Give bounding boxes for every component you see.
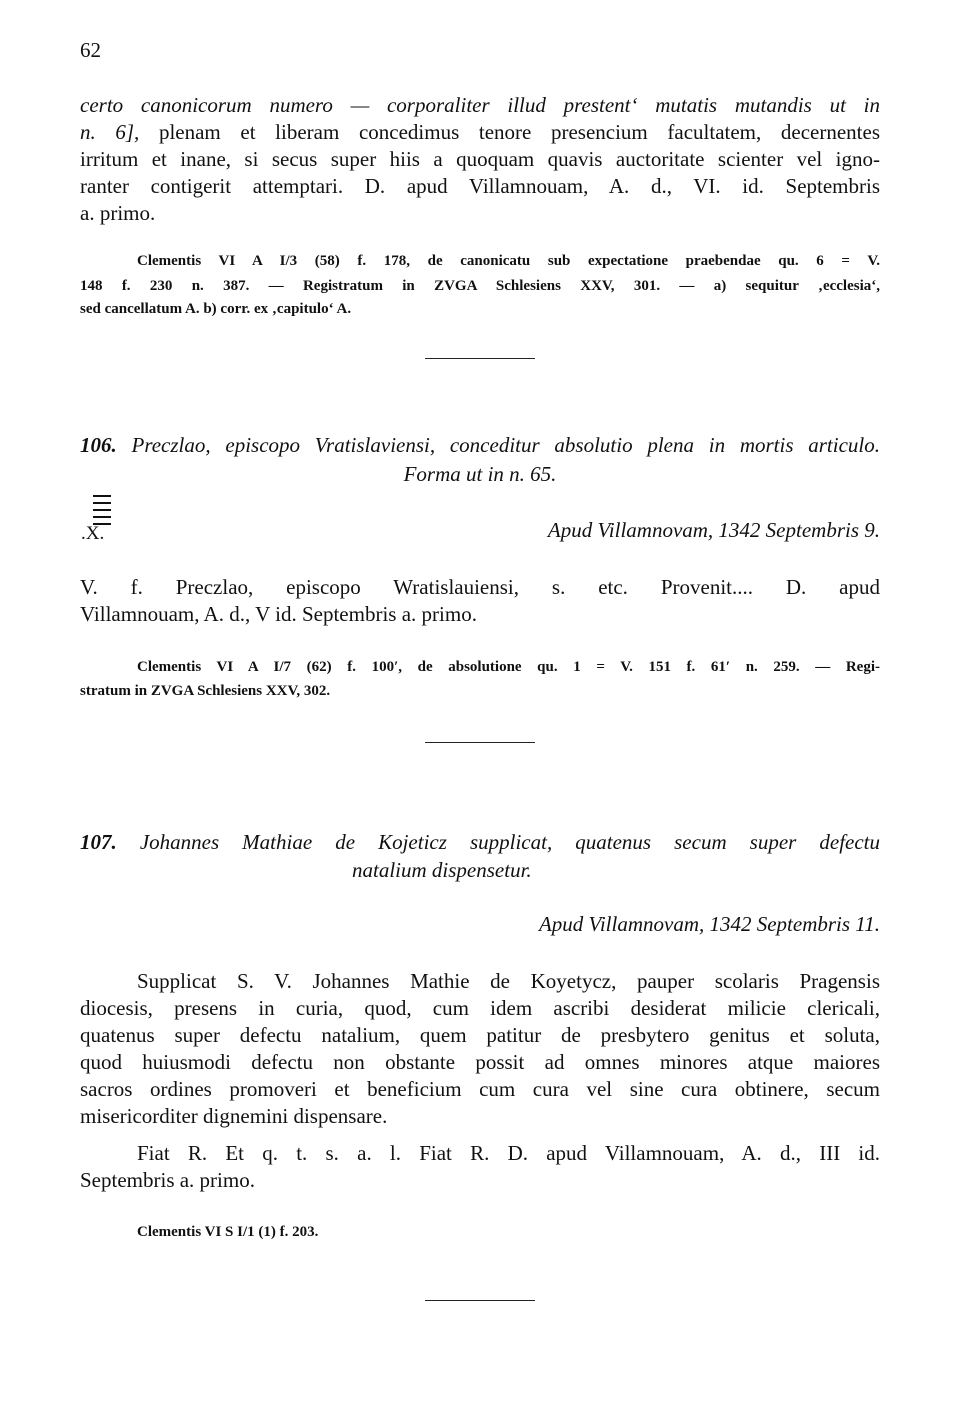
text-line: quatenus super defectu natalium, quem patitur de presbytero genitus et soluta, bbox=[80, 1023, 880, 1047]
note-line: Clementis VI A I/7 (62) f. 100′, de absolutione qu. 1 = V. 151 f. 61′ n. 259. — Regi- bbox=[137, 659, 880, 675]
note-line: stratum in ZVGA Schlesiens XXV, 302. bbox=[80, 683, 331, 699]
mark-bar bbox=[93, 502, 111, 504]
doc-number: 107. bbox=[80, 830, 117, 854]
text-line: irritum et inane, si secus super hiis a quoquam quavis auctoritate scienter vel igno- bbox=[80, 147, 880, 171]
text-line: quod huiusmodi defectu non obstante possit ad omnes minores atque maiores bbox=[80, 1050, 880, 1074]
separator-rule bbox=[425, 1300, 535, 1301]
note-line: sed cancellatum A. b) corr. ex ‚capitulo‘ A. bbox=[80, 301, 352, 317]
text-line: a. primo. bbox=[80, 201, 156, 225]
text-line: sacros ordines promoveri et beneficium cum cura vel sine cura obtinere, secum bbox=[80, 1077, 880, 1101]
separator-rule bbox=[425, 742, 535, 743]
page-number: 62 bbox=[80, 38, 101, 62]
doc-title-line2: Forma ut in n. 65. bbox=[403, 462, 557, 486]
note-line: 148 f. 230 n. 387. — Registratum in ZVGA Schlesiens XXV, 301. — a) sequitur ‚ecclesia‘, bbox=[80, 278, 880, 294]
text-line: Villamnouam, A. d., V id. Septembris a. primo. bbox=[80, 602, 477, 626]
note-line: Clementis VI A I/3 (58) f. 178, de canonicatu sub expectatione praebendae qu. 6 = V. bbox=[137, 253, 880, 269]
doc-title bbox=[80, 829, 880, 856]
doc-dateline: Apud Villamnovam, 1342 Septembris 11. bbox=[538, 912, 880, 936]
text-ref: n. 6], bbox=[80, 120, 140, 144]
doc-title bbox=[80, 432, 880, 459]
text-span: plenam et liberam concedimus tenore presencium facultatem, decernentes bbox=[158, 120, 880, 144]
text-line: Supplicat S. V. Johannes Mathie de Koyetycz, pauper scolaris Pragensis bbox=[137, 969, 880, 993]
doc-title-line2: natalium dispensetur. bbox=[352, 858, 532, 882]
text-line: diocesis, presens in curia, quod, cum idem ascribi desiderat milicie clericali, bbox=[80, 996, 880, 1020]
text-line: Septembris a. primo. bbox=[80, 1168, 255, 1192]
text-line: misericorditer dignemini dispensare. bbox=[80, 1104, 388, 1128]
text-line: Fiat R. Et q. t. s. a. l. Fiat R. D. apud Villamnouam, A. d., III id. bbox=[137, 1141, 880, 1165]
separator-rule bbox=[425, 358, 535, 359]
doc-title-text: Preczlao, episcopo Vratislaviensi, conceditur absolutio plena in mortis articulo. bbox=[131, 433, 880, 457]
note-line: Clementis VI S I/1 (1) f. 203. bbox=[137, 1224, 319, 1240]
mark-bar bbox=[93, 509, 111, 511]
mark-bar bbox=[93, 495, 111, 497]
margin-mark-text: .X. bbox=[81, 523, 105, 544]
text-line: V. f. Preczlao, episcopo Wratislauiensi, s. etc. Provenit.... D. apud bbox=[80, 575, 880, 599]
text-line: certo canonicorum numero — corporaliter illud prestent‘ mutatis mutandis ut in bbox=[80, 93, 880, 117]
doc-dateline: Apud Villamnovam, 1342 Septembris 9. bbox=[547, 518, 880, 542]
text-line: ranter contigerit attemptari. D. apud Villamnouam, A. d., VI. id. Septembris bbox=[80, 174, 880, 198]
text-line bbox=[80, 119, 880, 146]
doc-number: 106. bbox=[80, 433, 117, 457]
doc-title-text: Johannes Mathiae de Kojeticz supplicat, quatenus secum super defectu bbox=[139, 830, 881, 854]
